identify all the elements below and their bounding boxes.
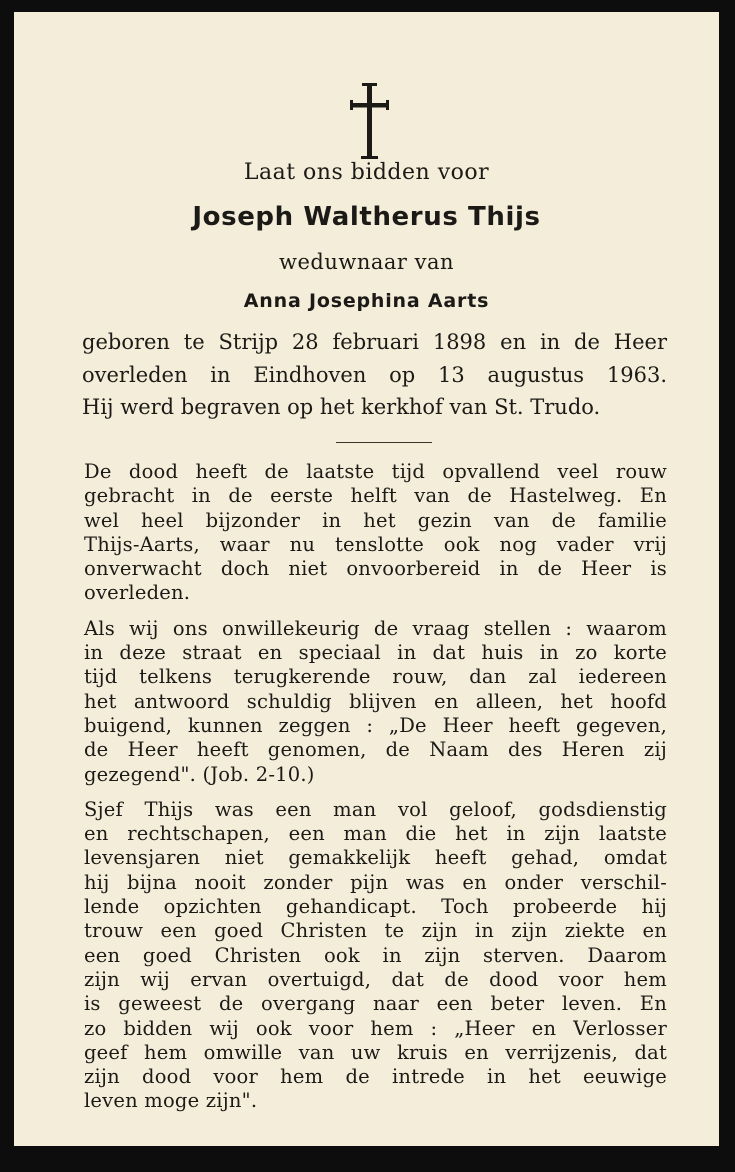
text-line: lende opzichten gehandicapt. Toch probeerde hij [84, 895, 667, 919]
text-line: hij bijna nooit zonder pijn was en onder verschil- [84, 870, 667, 894]
text-line: het antwoord schuldig blijven en alleen, het hoofd [84, 689, 667, 713]
text-line: gebracht in de eerste helft van de Hastelweg. En [84, 484, 667, 508]
memorial-paragraph [84, 460, 667, 606]
text-line: de Heer heeft genomen, de Naam des Heren zij [84, 738, 667, 762]
text-line: een goed Christen ook in zijn sterven. Daarom [84, 943, 667, 967]
memorial-paragraph [84, 617, 667, 787]
deceased-name: Joseph Waltherus Thijs [192, 202, 541, 232]
text-line: Als wij ons onwillekeurig de vraag stellen : waarom [84, 616, 667, 640]
facts-line: Hij werd begraven op het kerkhof van St. Trudo. [82, 395, 601, 419]
memorial-paragraph [84, 798, 667, 1114]
relation-text: weduwnaar van [278, 250, 455, 274]
text-line: onverwacht doch niet onvoorbereid in de Heer is [84, 557, 667, 581]
text-line: Thijs-Aarts, waar nu tenslotte ook nog vader vrij [84, 532, 667, 556]
facts-line: geboren te Strijp 28 februari 1898 en in de Heer [82, 330, 667, 354]
text-line: en rechtschapen, een man die het in zijn laatste [84, 822, 667, 846]
text-line: levensjaren niet gemakkelijk heeft gehad, omdat [84, 846, 667, 870]
text-line: Sjef Thijs was een man vol geloof, godsdienstig [84, 797, 667, 821]
divider-line [336, 442, 432, 443]
text-line: buigend, kunnen zeggen : „De Heer heeft gegeven, [84, 713, 667, 737]
text-line: wel heel bijzonder in het gezin van de familie [84, 508, 667, 532]
text-line: overleden. [84, 581, 191, 605]
text-line: geef hem omwille van uw kruis en verrijzenis, dat [84, 1040, 667, 1064]
text-line: trouw een goed Christen te zijn in zijn ziekte en [84, 919, 667, 943]
text-line: in deze straat en speciaal in dat huis in zo korte [84, 641, 667, 665]
birth-death-facts [82, 326, 667, 424]
spouse-name: Anna Josephina Aarts [243, 290, 490, 312]
text-line: is geweest de overgang naar een beter leven. En [84, 992, 667, 1016]
text-line: tijd telkens terugkerende rouw, dan zal iedereen [84, 665, 667, 689]
cross-icon [350, 82, 390, 162]
text-line: zo bidden wij ook voor hem : „Heer en Verlosser [84, 1016, 667, 1040]
text-line: zijn dood voor hem de intrede in het eeuwige [84, 1065, 667, 1089]
memorial-text [84, 460, 667, 1125]
text-line: gezegend". (Job. 2-10.) [84, 762, 315, 786]
facts-line: overleden in Eindhoven op 13 augustus 1963. [82, 362, 667, 387]
text-line: zijn wij ervan overtuigd, dat de dood voor hem [84, 967, 667, 991]
text-line: De dood heeft de laatste tijd opvallend veel rouw [84, 460, 667, 483]
text-line: leven moge zijn". [84, 1089, 258, 1113]
card-paper [14, 12, 719, 1146]
prayer-intro: Laat ons bidden voor [243, 160, 490, 185]
